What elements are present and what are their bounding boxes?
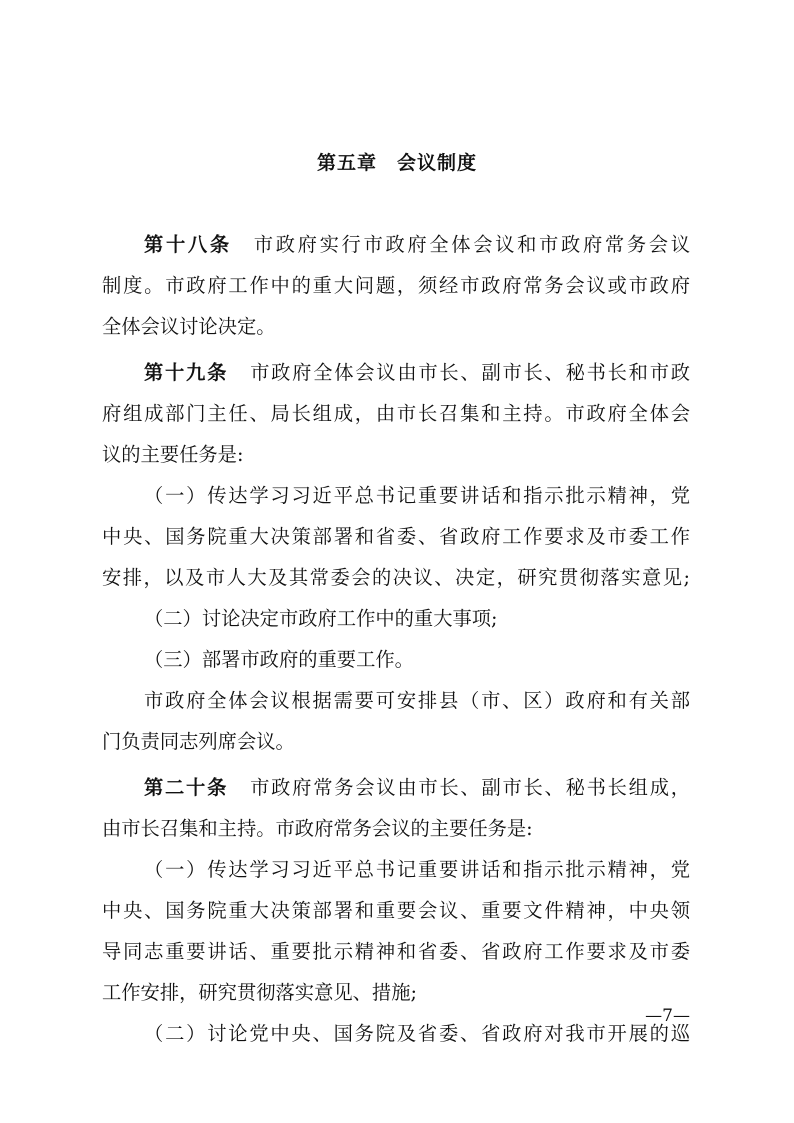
paragraph-line: 由市长召集和主持。市政府常务会议的主要任务是: <box>102 817 533 840</box>
article-18-first-line <box>102 224 690 265</box>
paragraph-line: 安排，以及市人大及其常委会的决议、决定，研究贯彻落实意见; <box>102 566 690 589</box>
article-20-first-line <box>102 767 690 808</box>
paragraph-line: 议的主要任务是: <box>102 443 244 466</box>
list-item-line: （二）讨论决定市政府工作中的重大事项; <box>144 607 498 630</box>
article-19-label: 第十九条 <box>144 361 229 384</box>
paragraph-line: 中央、国务院重大决策部署和省委、省政府工作要求及市委工作 <box>102 525 690 548</box>
document-body <box>102 224 690 1054</box>
paragraph-line: 府组成部门主任、局长组成，由市长召集和主持。市政府全体会 <box>102 402 690 425</box>
chapter-title: 第五章 会议制度 <box>316 152 477 174</box>
paragraph-text: 市政府全体会议由市长、副市长、秘书长和市政 <box>250 361 690 384</box>
list-item-line: （一）传达学习习近平总书记重要讲话和指示批示精神，党 <box>144 858 690 881</box>
paragraph-line: 门负责同志列席会议。 <box>102 730 295 753</box>
paragraph-line: 工作安排，研究贯彻落实意见、措施; <box>102 981 417 1004</box>
article-20-label: 第二十条 <box>144 776 229 799</box>
article-18-label: 第十八条 <box>144 233 232 256</box>
article-19-first-line <box>102 352 690 393</box>
paragraph-line: 市政府全体会议根据需要可安排县（市、区）政府和有关部 <box>144 689 690 712</box>
list-item-line: （一）传达学习习近平总书记重要讲话和指示批示精神，党 <box>144 484 690 507</box>
paragraph-line: 制度。市政府工作中的重大问题，须经市政府常务会议或市政府 <box>102 274 690 297</box>
paragraph-line: 导同志重要讲话、重要批示精神和省委、省政府工作要求及市委 <box>102 940 690 963</box>
paragraph-line: 全体会议讨论决定。 <box>102 315 276 338</box>
list-item-line: （二）讨论党中央、国务院及省委、省政府对我市开展的巡 <box>144 1022 690 1045</box>
paragraph-text: 市政府常务会议由市长、副市长、秘书长组成， <box>250 776 690 799</box>
paragraph-text: 市政府实行市政府全体会议和市政府常务会议 <box>253 233 690 256</box>
paragraph-line: 中央、国务院重大决策部署和重要会议、重要文件精神，中央领 <box>102 899 690 922</box>
page-number: —7— <box>645 1006 690 1026</box>
list-item-line: （三）部署市政府的重要工作。 <box>144 648 414 671</box>
